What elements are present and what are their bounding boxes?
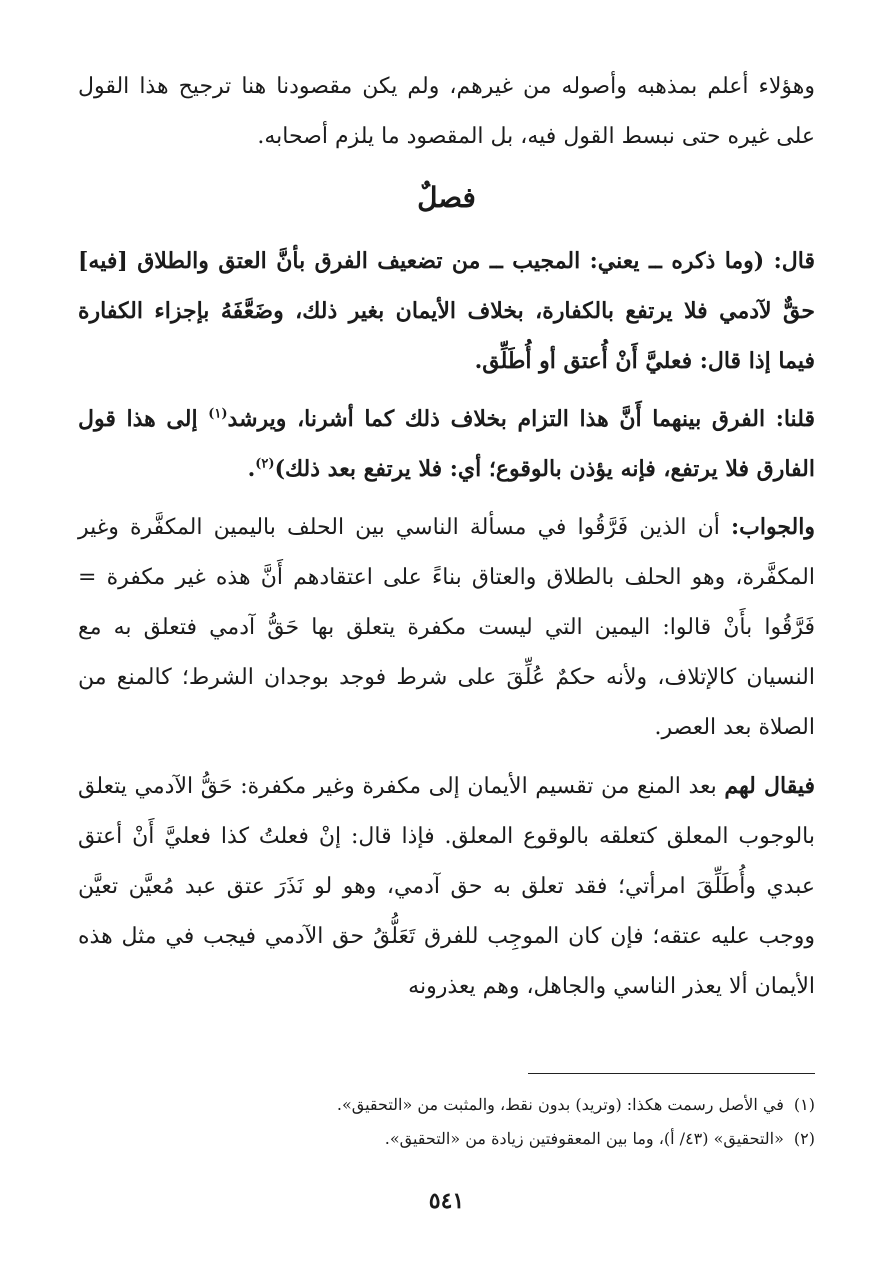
footnote-2 (78, 1122, 815, 1156)
page-number: ٥٤١ (428, 1188, 465, 1214)
paragraph-reply (78, 394, 815, 494)
footnote-1-number: (١) (793, 1095, 815, 1114)
paragraph-answer (78, 502, 815, 753)
reply-text-part2: إلى هذا قول الفارق فلا يرتفع، فإنه يؤذن بالوقوع؛ أي: فلا يرتفع بعد ذلك) (78, 406, 815, 482)
rebuttal-lead-word: فيقال لهم (724, 773, 815, 799)
section-heading: فصلٌ (417, 181, 476, 214)
paragraph-rebuttal (78, 761, 815, 1012)
paragraph-intro: وهؤلاء أعلم بمذهبه وأصوله من غيرهم، ولم يكن مقصودنا هنا ترجيح هذا القول على غيره حتى نبسط القول فيه، بل المقصود ما يلزم أصحابه. (78, 74, 815, 149)
footnotes (78, 1088, 815, 1156)
footnote-1-text: في الأصل رسمت هكذا: (وتريد) بدون نقط، والمثبت من «التحقيق». (336, 1095, 784, 1114)
footnote-ref-2: (٢) (255, 456, 275, 472)
footnote-1 (78, 1088, 815, 1122)
book-page (78, 62, 815, 1262)
footnote-2-text: «التحقيق» (٤٣/ أ)، وما بين المعقوفتين زيادة من «التحقيق». (384, 1129, 784, 1148)
footnote-2-number: (٢) (793, 1129, 815, 1148)
reply-text-end: . (247, 456, 256, 482)
answer-lead-word: والجواب: (731, 514, 815, 540)
reply-text-part1: قلنا: الفرق بينهما أَنَّ هذا التزام بخلاف ذلك كما أشرنا، ويرشد (227, 406, 815, 432)
footnote-ref-1: (١) (208, 406, 228, 422)
answer-text: أن الذين فَرَّقُوا في مسألة الناسي بين الحلف باليمين المكفَّرة وغير المكفَّرة، وهو الحلف بالطلاق والعتاق بناءً على اعتقادهم أَنَّ هذه غير مكفرة = فَرَّقُوا بأَنْ قالوا: اليمين التي ليست مكفرة يتعلق بها حَقُّ آدمي فتعلق به مع النسيان كالإتلاف، ولأنه حكمٌ عُلِّقَ على شرط فوجد بوجدان الشرط؛ كالمنع من الصلاة بعد العصر. (78, 515, 815, 740)
footnote-divider (528, 1073, 815, 1074)
rebuttal-text: بعد المنع من تقسيم الأيمان إلى مكفرة وغير مكفرة: حَقُّ الآدمي يتعلق بالوجوب المعلق كتعلقه بالوقوع المعلق. فإذا قال: إنْ فعلتُ كذا فعليَّ أَنْ أعتق عبدي وأُطَلِّقَ امرأتي؛ فقد تعلق به حق آدمي، وهو لو نَذَرَ عتق عبد مُعيَّن تعيَّن ووجب عليه عتقه؛ فإن كان الموجِب للفرق تَعَلُّقُ حق الآدمي فيجب في مثل هذه الأيمان ألا يعذر الناسي والجاهل، وهم يعذرونه (78, 774, 815, 999)
paragraph-quote: قال: (وما ذكره ــ يعني: المجيب ــ من تضعيف الفرق بأنَّ العتق والطلاق [فيه] حقٌّ لآدمي فلا يرتفع بالكفارة، بخلاف الأيمان بغير ذلك، وضَعَّفَهُ بإجزاء الكفارة فيما إذا قال: فعليَّ أَنْ أُعتق أو أُطَلِّق. (78, 248, 815, 374)
